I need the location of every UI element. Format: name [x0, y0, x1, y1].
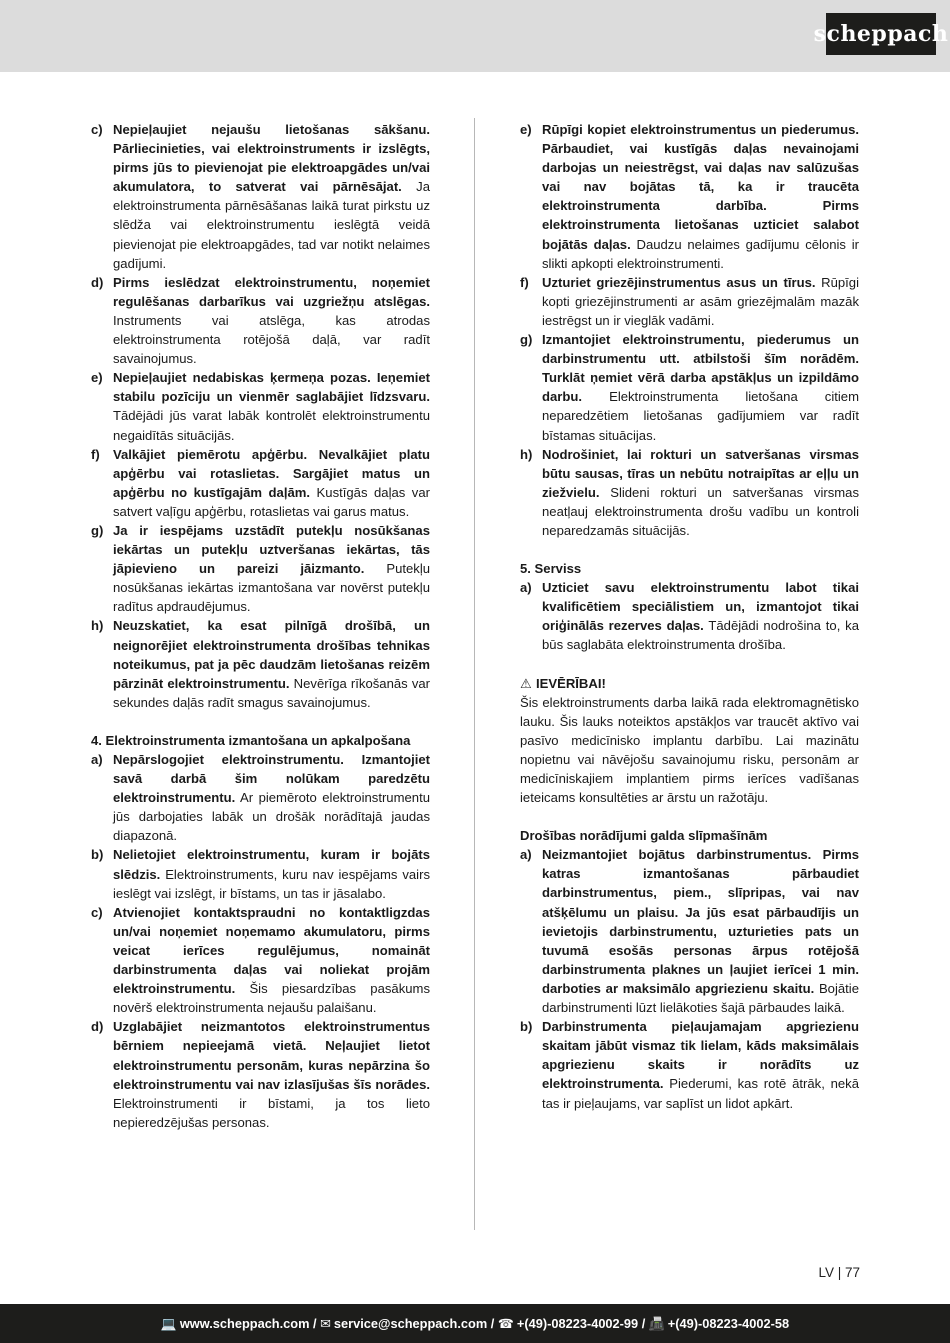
- item-label: g): [520, 332, 533, 348]
- item-text: Ar piemēroto elektroinstrumentu jūs darbojaties labāk un drošāk norādītajā jaudas diapazonā.: [113, 790, 430, 844]
- item-text: Elektroinstruments, kuru nav iespējams vairs ieslēgt vai izslēgt, ir bīstams, un tas ir jāsalabo.: [113, 866, 430, 901]
- item-bold: Darbinstrumenta pieļaujamajam apgriezienu skaitam jābūt vismaz tik lielam, kāds maksimālais apgriezienu skaits ir norādīts uz elektroinstrumenta.: [542, 1019, 859, 1092]
- list-item: [520, 1017, 859, 1112]
- item-text: Instruments vai atslēga, kas atrodas elektroinstrumenta rotējošā daļā, var radīt savainojumus.: [113, 312, 430, 367]
- list-item: [91, 120, 430, 273]
- page-number: LV | 77: [818, 1265, 860, 1280]
- footer-phone: +(49)-08223-4002-99 /: [516, 1316, 646, 1331]
- column-divider: [474, 118, 475, 1230]
- item-label: e): [520, 122, 532, 137]
- item-label: f): [520, 274, 529, 290]
- list-item: [91, 368, 430, 444]
- grinder-heading: Drošības norādījumi galda slīpmašīnām: [520, 828, 768, 844]
- list-item: [91, 521, 430, 616]
- computer-icon: 💻: [160, 1315, 177, 1331]
- item-bold: Valkājiet piemērotu apģērbu. Nevalkājiet platu apģērbu vai rotaslietas. Sargājiet matus un apģērbu no kustīgajām daļām.: [113, 446, 430, 500]
- intro-list: [91, 120, 430, 712]
- item-text: Daudzu nelaimes gadījumu cēlonis ir slikti apkopti elektroinstrumenti.: [542, 236, 859, 271]
- item-text: Šis piesardzības pasākums novērš elektroinstrumenta nejaušu palaišanu.: [113, 981, 430, 1016]
- item-bold: Atvienojiet kontaktspraudni no kontaktligzdas un/vai noņemiet noņemamo akumulatoru, pirms veicat ierīces regulējumus, nomaināt darbinstrumenta daļas vai noliekat projām elektroinstrumentu.: [113, 904, 430, 997]
- section4-list: [91, 750, 430, 1132]
- footer-email[interactable]: service@scheppach.com /: [333, 1316, 495, 1331]
- list-item: [91, 273, 430, 368]
- spacer: [520, 540, 859, 559]
- list-item: [91, 903, 430, 1018]
- footer-fax: +(49)-08223-4002-58: [667, 1316, 790, 1331]
- fax-icon: 📠: [648, 1315, 665, 1331]
- item-label: f): [91, 446, 100, 462]
- list-item: [520, 578, 859, 654]
- item-bold: Uzticiet savu elektroinstrumentu labot tikai kvalificētiem speciālistiem un, izmantojot tikai oriģinālās rezerves daļas.: [542, 580, 859, 634]
- item-bold: Ja ir iespējams uzstādīt putekļu nosūkšanas iekārtas un putekļu uztveršanas iekārtas, tās jāpievieno un pareizi jāizmanto.: [113, 522, 430, 577]
- item-text: Rūpīgi kopti griezējinstrumenti ar asām griezējmalām mazāk iestrēgst un ir vieglāk vadāmi.: [542, 274, 859, 328]
- list-item: [520, 330, 859, 445]
- item-label: d): [91, 274, 104, 290]
- item-label: a): [520, 847, 532, 863]
- spacer: [520, 655, 859, 674]
- warning-title: IEVĒRĪBAI!: [536, 675, 606, 691]
- item-text: Elektroinstrumenti ir bīstami, ja tos lieto nepieredzējušas personas.: [113, 1095, 430, 1130]
- list-item: [91, 445, 430, 521]
- page-footer: [0, 1304, 950, 1343]
- warning-text: Šis elektroinstruments darba laikā rada elektromagnētisko lauku. Šis lauks noteiktos apstākļos var traucēt aktīvo vai pasīvo medicīnisko implantu darbību. Lai mazinātu nopietnu vai nāvējošu savainojumu risku, personām ar medicīniskajiem implantiem pirms ierīces vadīšanas ieteicams konsultēties ar ārstu un ražotāju.: [520, 694, 859, 806]
- item-bold: Nepieļaujiet nedabiskas ķermeņa pozas. Ieņemiet stabilu pozīciju un vienmēr saglabājiet līdzsvaru.: [113, 370, 430, 405]
- item-text: Elektroinstrumenta lietošana citiem neparedzētiem lietošanas gadījumiem var radīt bīstamas situācijas.: [542, 389, 859, 443]
- item-bold: Uzturiet griezējinstrumentus asus un tīrus.: [542, 274, 816, 290]
- item-text: Ja elektroinstrumenta pārnēsāšanas laikā turat pirkstu uz slēdža vai elektroinstrumentu ieslēgtā veidā pievienojat pie elektroapgādes, tad var notikt nelaimes gadījumi.: [113, 179, 430, 271]
- item-bold: Rūpīgi kopiet elektroinstrumentus un piederumus. Pārbaudiet, vai kustīgās daļas nevainojami darbojas un neiestrēgst, vai daļas nav salūzušas vai nav bojātas tā, ka ir traucēta elektroinstrumenta darbība. Pirms elektroinstrumenta lietošanas uzticiet salabot bojātās daļas.: [542, 122, 859, 252]
- item-text: Tādējādi jūs varat labāk kontrolēt elektroinstrumentu negaidītās situācijās.: [113, 408, 430, 443]
- list-item: [91, 616, 430, 711]
- item-bold: Uzglabājiet neizmantotos elektroinstrumentus bērniem nepieejamā vietā. Neļaujiet lietot elektroinstrumentu personām, kuras nepārzina šo elektroinstrumentu vai nav izlasījušas šīs norādes.: [113, 1019, 430, 1092]
- item-text: Slideni rokturi un satveršanas virsmas neatļauj elektroinstrumenta drošu vadību un kontroli neparedzamās situācijās.: [542, 484, 859, 538]
- item-text: Putekļu nosūkšanas iekārtas izmantošana var novērst putekļu radītus apdraudējumus.: [113, 561, 431, 615]
- item-bold: Izmantojiet elektroinstrumentu, piederumus un darbinstrumentu utt. atbilstoši šīm norādēm. Turklāt ņemiet vērā darba apstākļus un izpildāmo darbu.: [542, 332, 859, 405]
- item-bold: Nepārslogojiet elektroinstrumentu. Izmantojiet savā darbā šim nolūkam paredzētu elektroinstrumentu.: [113, 752, 430, 806]
- list-item: [91, 1017, 430, 1132]
- list-item: [520, 120, 859, 273]
- item-label: b): [91, 847, 104, 863]
- item-text: Bojātie darbinstrumenti lūzt lielākoties šajā pārbaudes laikā.: [542, 980, 859, 1016]
- item-text: Piederumi, kas rotē ātrāk, nekā tas ir pieļaujams, var saplīst un lidot apkārt.: [542, 1076, 859, 1111]
- item-bold: Pirms ieslēdzat elektroinstrumentu, noņemiet regulēšanas darbarīkus vai uzgriežņu atslēgas.: [113, 274, 430, 309]
- mail-icon: ✉: [320, 1315, 331, 1331]
- item-label: e): [91, 370, 103, 386]
- item-text: Nevērīga rīkošanās var sekundes daļās radīt smagus savainojumus.: [113, 675, 431, 710]
- item-label: h): [520, 446, 533, 462]
- spacer: [520, 807, 859, 826]
- item-bold: Neuzskatiet, ka esat pilnīgā drošībā, un neignorējiet elektroinstrumenta drošības tehnikas noteikumus, pat ja pēc daudzām lietošanas reizēm pārzināt elektroinstrumentu.: [113, 618, 430, 691]
- scheppach-logo: scheppach: [826, 13, 936, 55]
- item-bold: Nelietojiet elektroinstrumentu, kuram ir bojāts slēdzis.: [113, 847, 430, 882]
- item-label: g): [91, 522, 104, 538]
- grinder-list: [520, 845, 859, 1112]
- item-label: d): [91, 1019, 104, 1035]
- page-header: [0, 0, 950, 72]
- warning-heading: [520, 674, 859, 693]
- item-label: c): [91, 122, 103, 137]
- item-bold: Neizmantojiet bojātus darbinstrumentus. Pirms katras izmantošanas pārbaudiet darbinstrumentus, piem., slīpripas, vai nav atšķēlumu un plaisu. Ja jūs esat pārbaudījis un ievietojis darbinstrumentu, uzturieties pats un tuvumā esošās personas ārpus rotējošā darbinstrumenta plaknes un ļaujiet ierīcei 1 min. darboties ar maksimālo apgriezienu skaitu.: [542, 847, 859, 996]
- intro-list: [520, 120, 859, 540]
- item-text: Tādējādi nodrošina to, ka būs saglabāta elektroinstrumenta drošība.: [542, 618, 859, 653]
- item-label: c): [91, 904, 103, 920]
- section5-heading: 5. Serviss: [520, 561, 582, 577]
- item-label: h): [91, 618, 104, 634]
- item-bold: Nepieļaujiet nejaušu lietošanas sākšanu. Pārliecinieties, vai elektroinstruments ir izslēgts, pirms jūs to pievienojat pie elektroapgādes un/vai akumulatora, to satverat vai pārnēsājat.: [113, 122, 430, 195]
- spacer: [91, 712, 430, 731]
- item-label: a): [91, 752, 103, 767]
- phone-icon: ☎: [497, 1315, 514, 1331]
- list-item: [91, 845, 430, 902]
- list-item: [520, 445, 859, 540]
- item-label: b): [520, 1019, 533, 1035]
- list-item: [520, 845, 859, 1017]
- list-item: [520, 273, 859, 330]
- section5-list: [520, 578, 859, 654]
- item-label: a): [520, 580, 532, 596]
- footer-website[interactable]: www.scheppach.com /: [179, 1316, 317, 1331]
- item-bold: Nodrošiniet, lai rokturi un satveršanas virsmas būtu sausas, tīras un nebūtu notraipītas ar eļļu un ziežvielu.: [542, 446, 859, 500]
- right-column: [520, 120, 859, 1113]
- left-column: [91, 120, 430, 1132]
- item-text: Kustīgās daļas var satvert vaļīgu apģērbu, rotaslietas vai garus matus.: [113, 484, 430, 519]
- section4-heading: 4. Elektroinstrumenta izmantošana un apkalpošana: [91, 732, 411, 748]
- list-item: [91, 750, 430, 845]
- warning-icon: ⚠: [520, 675, 532, 691]
